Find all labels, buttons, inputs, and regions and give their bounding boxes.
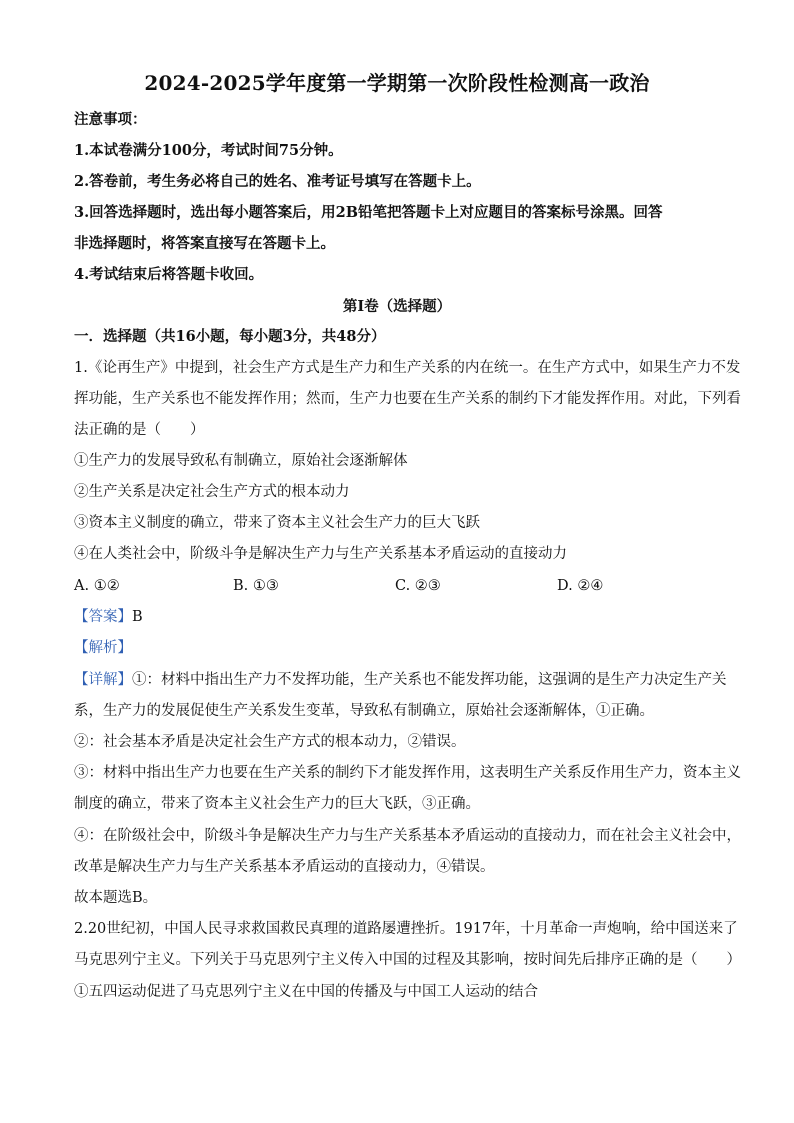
option-a: A. ①② (74, 578, 120, 594)
detail-text: ①：材料中指出生产力不发挥功能，生产关系也不能发挥功能，这强调的是生产力决定生产关 (132, 672, 727, 688)
question-1-statement: ①生产力的发展导致私有制确立，原始社会逐渐解体 (74, 453, 408, 469)
question-2-stem: 2.20世纪初，中国人民寻求救国救民真理的道路屡遭挫折。1917年，十月革命一声炮响，给中国送来了 (74, 921, 738, 937)
notice-heading: 注意事项： (74, 111, 147, 128)
conclusion: 故本题选B。 (74, 890, 158, 906)
question-2-statement: ①五四运动促进了马克思列宁主义在中国的传播及与中国工人运动的结合 (74, 984, 538, 1000)
notice-item: 1.本试卷满分100分，考试时间75分钟。 (74, 142, 343, 159)
detail-text: 制度的确立，带来了资本主义社会生产力的巨大飞跃，③正确。 (74, 796, 480, 812)
answer-line (74, 607, 724, 627)
option-c: C. ②③ (395, 578, 441, 594)
detail-text: 改革是解决生产力与生产关系基本矛盾运动的直接动力，④错误。 (74, 859, 495, 875)
section-title: 第Ⅰ卷（选择题） (342, 298, 452, 315)
detail-text: ③：材料中指出生产力也要在生产关系的制约下才能发挥作用，这表明生产关系反作用生产力，资本主义 (74, 765, 741, 781)
question-1-stem: 挥功能，生产关系也不能发挥作用；然而，生产力也要在生产关系的制约下才能发挥作用。对此，下列看 (74, 391, 741, 407)
page-title: 2024-2025学年度第一学期第一次阶段性检测高一政治 (144, 71, 650, 95)
detail-text: ④：在阶级社会中，阶级斗争是解决生产力与生产关系基本矛盾运动的直接动力，而在社会主义社会中， (74, 828, 741, 844)
question-2-stem: 马克思列宁主义。下列关于马克思列宁主义传入中国的过程及其影响，按时间先后排序正确的是（ ） (74, 952, 741, 968)
question-1-stem: 法正确的是（ ） (74, 422, 205, 438)
question-1-statement: ④在人类社会中，阶级斗争是解决生产力与生产关系基本矛盾运动的直接动力 (74, 546, 567, 562)
detail-text: ②：社会基本矛盾是决定社会生产方式的根本动力，②错误。 (74, 734, 466, 750)
detail-line (74, 670, 727, 690)
notice-item: 2.答卷前，考生务必将自己的姓名、准考证号填写在答题卡上。 (74, 173, 481, 190)
detail-label: 【详解】 (74, 672, 132, 688)
option-d: D. ②④ (557, 578, 604, 594)
notice-item: 非选择题时，将答案直接写在答题卡上。 (74, 235, 335, 252)
notice-item: 3.回答选择题时，选出每小题答案后，用2B铅笔把答题卡上对应题目的答案标号涂黑。回答 (74, 204, 663, 221)
question-1-statement: ②生产关系是决定社会生产方式的根本动力 (74, 484, 350, 500)
answer-label: 【答案】 (74, 609, 132, 625)
detail-text: 系，生产力的发展促使生产关系发生变革，导致私有制确立，原始社会逐渐解体，①正确。 (74, 703, 654, 719)
notice-item: 4.考试结束后将答题卡收回。 (74, 266, 264, 283)
question-1-statement: ③资本主义制度的确立，带来了资本主义社会生产力的巨大飞跃 (74, 515, 480, 531)
part-heading: 一．选择题（共16小题，每小题3分，共48分） (74, 328, 386, 345)
option-b: B. ①③ (233, 578, 279, 594)
question-1-stem: 1.《论再生产》中提到，社会生产方式是生产力和生产关系的内在统一。在生产方式中，如果生产力不发 (74, 360, 741, 376)
analysis-label: 【解析】 (74, 640, 132, 656)
answer-value: B (132, 609, 143, 625)
